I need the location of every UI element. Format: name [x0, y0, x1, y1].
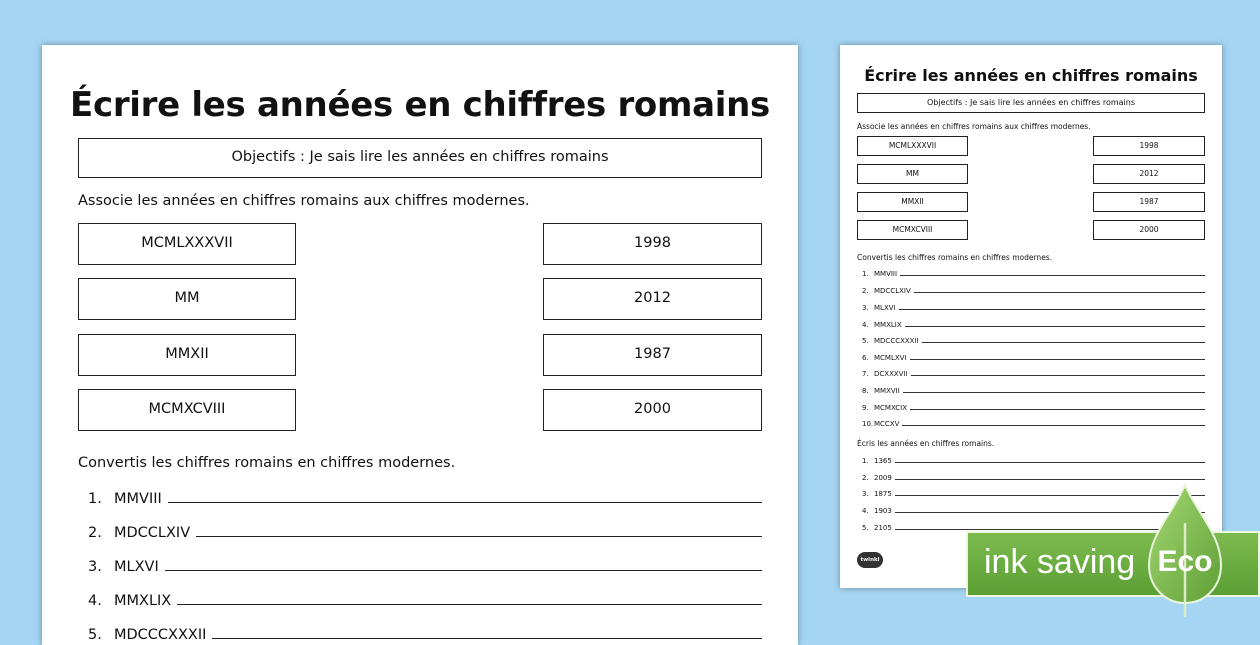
item-number: 4.: [862, 507, 869, 515]
answer-rule: [911, 375, 1205, 376]
item-number: 1.: [88, 491, 102, 507]
item-text: MDCCLXIV: [874, 287, 911, 295]
answer-rule: [902, 425, 1205, 426]
answer-rule: [900, 275, 1205, 276]
answer-rule: [905, 326, 1205, 327]
roman-box: MCMXCVIII: [857, 220, 968, 240]
item-text: MDCCLXIV: [114, 525, 191, 541]
item-number: 2.: [862, 474, 869, 482]
item-text: MMVIII: [874, 270, 898, 278]
item-text: 1875: [874, 490, 892, 498]
objective-box: Objectifs : Je sais lire les années en chiffres romains: [78, 138, 762, 178]
answer-rule: [910, 359, 1205, 360]
answer-line: [862, 384, 1205, 395]
answer-line: [862, 417, 1205, 428]
roman-box: MCMXCVIII: [78, 389, 296, 431]
item-number: 2.: [862, 287, 869, 295]
answer-rule: [910, 409, 1205, 410]
twinkl-logo: twinkl: [857, 552, 883, 568]
answer-rule: [177, 604, 762, 605]
answer-line: [862, 334, 1205, 345]
item-number: 1.: [862, 457, 869, 465]
modern-box: 1998: [543, 223, 762, 265]
item-number: 3.: [862, 490, 869, 498]
answer-rule: [922, 342, 1205, 343]
answer-line: [88, 621, 762, 643]
item-number: 1.: [862, 270, 869, 278]
answer-line: [862, 301, 1205, 312]
item-number: 5.: [862, 337, 869, 345]
answer-rule: [903, 392, 1205, 393]
modern-box: 2000: [543, 389, 762, 431]
item-text: MLXVI: [874, 304, 896, 312]
roman-box: MCMLXXXVII: [78, 223, 296, 265]
answer-line: [862, 318, 1205, 329]
answer-line: [862, 471, 1205, 482]
answer-line: [862, 267, 1205, 278]
roman-box: MMXII: [857, 192, 968, 212]
item-number: 6.: [862, 354, 869, 362]
answer-line: [862, 284, 1205, 295]
item-number: 5.: [862, 524, 869, 532]
item-text: MMVIII: [114, 491, 162, 507]
item-number: 4.: [862, 321, 869, 329]
modern-box: 2000: [1093, 220, 1205, 240]
modern-box: 1987: [1093, 192, 1205, 212]
roman-box: MM: [857, 164, 968, 184]
answer-rule: [196, 536, 762, 537]
item-number: 10.: [862, 420, 874, 428]
modern-box: 2012: [1093, 164, 1205, 184]
answer-rule: [914, 292, 1205, 293]
worksheet-title: Écrire les années en chiffres romains: [864, 66, 1198, 85]
section1-instruction: Associe les années en chiffres romains aux chiffres modernes.: [857, 122, 1091, 131]
item-number: 3.: [862, 304, 869, 312]
section3-instruction: Écris les années en chiffres romains.: [857, 439, 995, 448]
item-text: 1903: [874, 507, 892, 515]
answer-rule: [168, 502, 762, 503]
item-number: 2.: [88, 525, 102, 541]
modern-box: 2012: [543, 278, 762, 320]
eco-label: Eco: [1157, 545, 1213, 578]
worksheet-title: Écrire les années en chiffres romains: [70, 85, 770, 125]
roman-box: MM: [78, 278, 296, 320]
roman-box: MMXII: [78, 334, 296, 376]
answer-line: [88, 587, 762, 609]
item-text: MCMLXVI: [874, 354, 907, 362]
answer-rule: [895, 462, 1205, 463]
section2-instruction: Convertis les chiffres romains en chiffres modernes.: [78, 455, 456, 471]
answer-line: [862, 367, 1205, 378]
item-text: MDCCCXXXII: [114, 627, 207, 643]
item-text: MCCXV: [874, 420, 900, 428]
item-number: 4.: [88, 593, 102, 609]
worksheet-preview-large: [42, 45, 798, 645]
section1-instruction: Associe les années en chiffres romains aux chiffres modernes.: [78, 193, 530, 209]
item-text: MCMXCIX: [874, 404, 908, 412]
item-text: MMXLIX: [874, 321, 902, 329]
item-text: MDCCCXXXII: [874, 337, 919, 345]
section2-instruction: Convertis les chiffres romains en chiffres modernes.: [857, 253, 1053, 262]
answer-line: [862, 454, 1205, 465]
answer-line: [88, 519, 762, 541]
roman-box: MCMLXXXVII: [857, 136, 968, 156]
item-text: MMXVII: [874, 387, 900, 395]
answer-line: [862, 351, 1205, 362]
item-number: 7.: [862, 370, 869, 378]
item-text: MMXLIX: [114, 593, 172, 609]
objective-box: Objectifs : Je sais lire les années en chiffres romains: [857, 93, 1205, 113]
ink-saving-label: ink saving: [984, 543, 1136, 581]
modern-box: 1987: [543, 334, 762, 376]
answer-rule: [899, 309, 1205, 310]
modern-box: 1998: [1093, 136, 1205, 156]
eco-drop-badge: [1145, 483, 1225, 623]
item-text: 2009: [874, 474, 892, 482]
answer-line: [88, 553, 762, 575]
answer-rule: [212, 638, 762, 639]
item-number: 8.: [862, 387, 869, 395]
item-number: 9.: [862, 404, 869, 412]
answer-line: [862, 401, 1205, 412]
answer-rule: [895, 479, 1205, 480]
answer-line: [88, 485, 762, 507]
item-text: 2105: [874, 524, 892, 532]
answer-rule: [165, 570, 762, 571]
item-text: MLXVI: [114, 559, 159, 575]
item-text: DCXXXVII: [874, 370, 908, 378]
item-number: 5.: [88, 627, 102, 643]
item-text: 1365: [874, 457, 892, 465]
item-number: 3.: [88, 559, 102, 575]
